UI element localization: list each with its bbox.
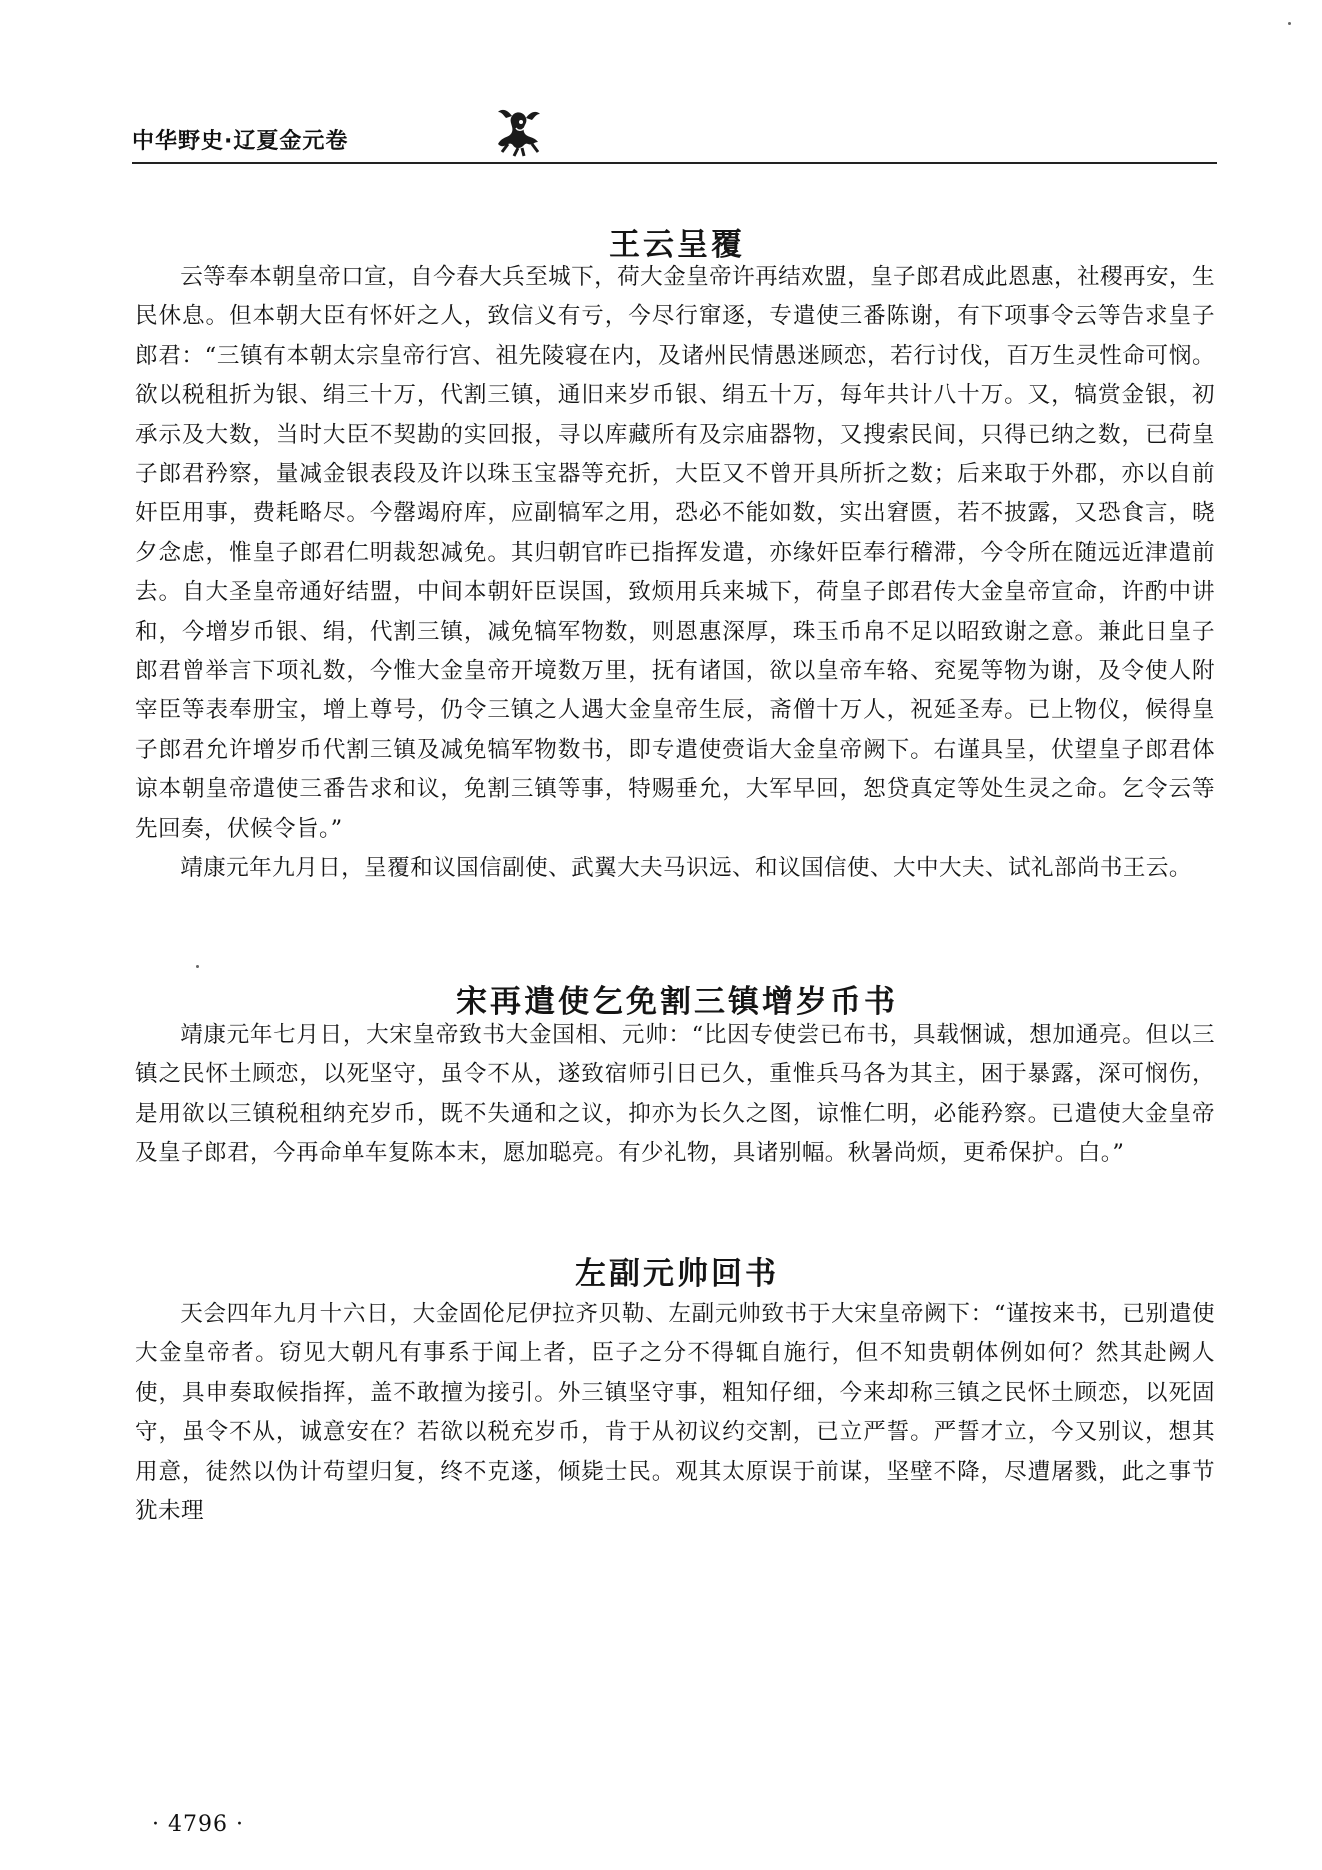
paragraph: 靖康元年七月日，大宋皇帝致书大金国相、元帅：“比因专使尝已布书，具载悃诚，想加通亮。但以三镇之民怀土顾恋，以死坚守，虽令不从，遂致宿师引日已久，重惟兵马各为其主，困于暴露，深可悯伤，是用欲以三镇税租纳充岁币，既不失通和之议，抑亦为长久之图，谅惟仁明，必能矜察。已遣使大金皇帝及皇子郎君，今再命单车复陈本末，愿加聪亮。有少礼物，具诸别幅。秋暑尚烦，更希保护。白。” xyxy=(135,1022,1215,1167)
section-title-song-letter: 宋再遣使乞免割三镇增岁币书 xyxy=(456,983,898,1020)
book-title: 中华野史·辽夏金元卷 xyxy=(132,129,349,154)
scan-speck xyxy=(1288,22,1291,25)
section-body-reply xyxy=(135,1295,1215,1531)
paragraph: 云等奉本朝皇帝口宣，自今春大兵至城下，荷大金皇帝许再结欢盟，皇子郎君成此恩惠，社稷再安，生民休息。但本朝大臣有怀奸之人，致信义有亏，今尽行窜逐，专遣使三番陈谢，有下项事令云等告求皇子郎君：“三镇有本朝太宗皇帝行宫、祖先陵寝在内，及诸州民情愚迷顾恋，若行讨伐，百万生灵性命可悯。欲以税租折为银、绢三十万，代割三镇，通旧来岁币银、绢五十万，每年共计八十万。又，犒赏金银，初承示及大数，当时大臣不契勘的实回报，寻以库藏所有及宗庙器物，又搜索民间，只得已纳之数，已荷皇子郎君矜察，量减金银表段及许以珠玉宝器等充折，大臣又不曾开具所折之数；后来取于外郡，亦以自前奸臣用事，费耗略尽。今罄竭府库，应副犒军之用，恐必不能如数，实出窘匮，若不披露，又恐食言，晓夕念虑，惟皇子郎君仁明裁恕减免。其归朝官昨已指挥发遣，亦缘奸臣奉行稽滞，今令所在随远近津遣前去。自大圣皇帝通好结盟，中间本朝奸臣误国，致烦用兵来城下，荷皇子郎君传大金皇帝宣命，许酌中讲和，今增岁币银、绢，代割三镇，减免犒军物数，则恩惠深厚，珠玉币帛不足以昭致谢之意。兼此日皇子郎君曾举言下项礼数，今惟大金皇帝开境数万里，抚有诸国，欲以皇帝车辂、兖冕等物为谢，及令使人附宰臣等表奉册宝，增上尊号，仍令三镇之人遇大金皇帝生辰，斋僧十万人，祝延圣寿。已上物仪，候得皇子郎君允许增岁币代割三镇及减免犒军物数书，即专遣使赍诣大金皇帝阙下。右谨具呈，伏望皇子郎君体谅本朝皇帝遣使三番告求和议，免割三镇等事，特赐垂允，大军早回，恕贷真定等处生灵之命。乞令云等先回奏，伏候令旨。” xyxy=(135,264,1215,842)
section-body-song-letter xyxy=(135,1016,1215,1174)
section-title-reply: 左副元帅回书 xyxy=(575,1255,779,1292)
header-rule xyxy=(132,162,1217,164)
running-header xyxy=(132,104,1222,164)
page-number: · 4796 · xyxy=(152,1812,244,1837)
section-title-wang-yun: 王云呈覆 xyxy=(609,226,745,263)
section-body-wang-yun xyxy=(135,258,1215,889)
dragon-emblem-icon xyxy=(488,98,550,160)
paragraph: 靖康元年九月日，呈覆和议国信副使、武翼大夫马识远、和议国信使、大中大夫、试礼部尚书王云。 xyxy=(180,855,1192,882)
scan-speck xyxy=(196,965,199,968)
paragraph: 天会四年九月十六日，大金固伦尼伊拉齐贝勒、左副元帅致书于大宋皇帝阙下：“谨按来书，已别遣使大金皇帝者。窃见大朝凡有事系于闻上者，臣子之分不得辄自施行，但不知贵朝体例如何？然其赴阙人使，具申奏取候指挥，盖不敢擅为接引。外三镇坚守事，粗知仔细，今来却称三镇之民怀土顾恋，以死固守，虽令不从，诚意安在？若欲以税充岁币，肯于从初议约交割，已立严誓。严誓才立，今又别议，想其用意，徒然以伪计苟望归复，终不克遂，倾毙士民。观其太原误于前谋，坚壁不降，尽遭屠戮，此之事节犹未理 xyxy=(135,1301,1215,1525)
